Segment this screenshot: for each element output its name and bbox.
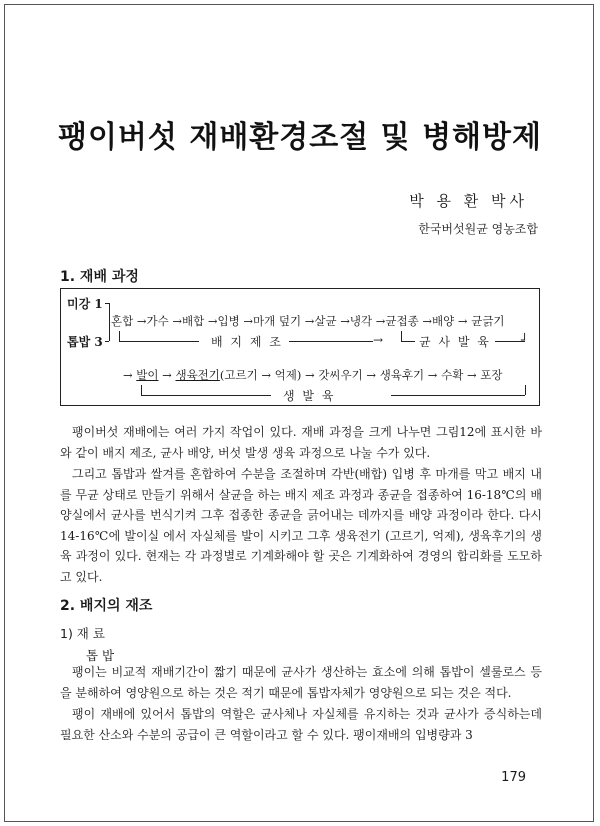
paragraph-sawdust-nutrition: 팽이는 비교적 재배기간이 짧기 때문에 균사가 생산하는 효소에 의해 톱밥이 셀룰로스 등 을 분해하여 영양원으로 하는 것은 적기 때문에 톱밥자체가 영양원으로 되는 것은 적다. bbox=[60, 665, 542, 700]
section-heading-substrate: 2. 배지의 재조 bbox=[60, 598, 153, 614]
page-title: 팽이버섯 재배환경조절 및 병해방제 bbox=[57, 120, 543, 155]
source-sawdust: 톱밥 3 bbox=[67, 335, 103, 349]
author-name: 박 용 환 박사 bbox=[409, 192, 528, 210]
label-substrate-prep: 배 지 제 조 bbox=[211, 335, 283, 349]
source-rice-bran: 미강 1 bbox=[67, 297, 103, 311]
subsection-materials: 1) 재 료 bbox=[60, 626, 105, 641]
step-early-growth: 생육전기 bbox=[175, 368, 220, 382]
process-diagram bbox=[60, 288, 540, 406]
growth-bracket-line-b bbox=[391, 395, 525, 396]
process-row-1: 혼합 →가수 →배합 →입병 →마개 덮기 →살균 →냉각 →균접종 →배양 → 균긁기 bbox=[111, 314, 505, 328]
page-number: 179 bbox=[501, 770, 526, 785]
section-heading-cultivation-process: 1. 재배 과정 bbox=[60, 269, 139, 285]
merge-bracket-bottom bbox=[105, 341, 109, 342]
step-germination: 발이 bbox=[136, 368, 159, 382]
arrow-to-early-growth: → bbox=[162, 368, 172, 382]
substrate-bracket-line-a bbox=[119, 341, 199, 342]
growth-bracket-right bbox=[525, 385, 526, 395]
substrate-bracket-left bbox=[119, 331, 120, 341]
growth-bracket-left bbox=[141, 385, 142, 395]
process-row-2 bbox=[123, 367, 502, 383]
process-row-2-rest: (고르기 → 억제) → 갓씨우기 → 생육후기 → 수확 → 포장 bbox=[219, 368, 503, 382]
paragraph-sawdust-role: 팽이 재배에 있어서 톱밥의 역할은 균사체나 자실체를 유지하는 것과 균사가 증식하는데 필요한 산소와 수분의 공급이 큰 역할이라고 할 수 있다. 팽이재배의 입병량과 3 bbox=[60, 707, 542, 742]
spawn-bracket-left bbox=[401, 331, 402, 341]
merge-bracket bbox=[109, 303, 110, 341]
merge-bracket-top bbox=[105, 303, 109, 304]
paragraph-process-detail: 그리고 톱밥과 쌀겨를 혼합하여 수분을 조절하며 각반(배합) 입병 후 마개를 막고 배지 내를 무균 상태로 만들기 위해서 살균을 하는 배지 제조 과정과 종균을 접종하여 16-18℃의 배양실에서 균사를 번식기켜 그후 접종한 종균을 긁어내는 데까지를 배양 과정이라 한다. 다시 14-16℃에 발이실 에서 자실체를 발이 시키고 그후 생육전기 (고르기, 억제), 생육후기의 생육 과정이 있다. 현재는 각 과정별로 기계화해야 할 곳은 기계화하여 경영의 합리화를 도모하고 있다. bbox=[60, 467, 542, 584]
substrate-bracket-line-b bbox=[289, 341, 373, 342]
spawn-bracket-line-a bbox=[401, 341, 415, 342]
label-fruiting-growth: 생 발 육 bbox=[283, 389, 336, 403]
paragraph-intro: 팽이버섯 재배에는 여러 가지 작업이 있다. 재배 과정을 크게 나누면 그림12에 표시한 바와 같이 배지 제조, 균사 배양, 버섯 발생 생육 과정으로 나눌 수가 있다. bbox=[60, 425, 542, 460]
substrate-bracket-arrow: → bbox=[373, 333, 384, 347]
subsection-sawdust: 톱 밥 bbox=[86, 648, 115, 663]
arrow-to-germination: → bbox=[123, 368, 133, 382]
author-affiliation: 한국버섯원균 영농조합 bbox=[418, 222, 538, 236]
spawn-bracket-arrow: ┘ bbox=[521, 333, 529, 347]
label-mycelium-culture: 균 사 발 육 bbox=[419, 335, 491, 349]
growth-bracket-line-a bbox=[141, 395, 271, 396]
